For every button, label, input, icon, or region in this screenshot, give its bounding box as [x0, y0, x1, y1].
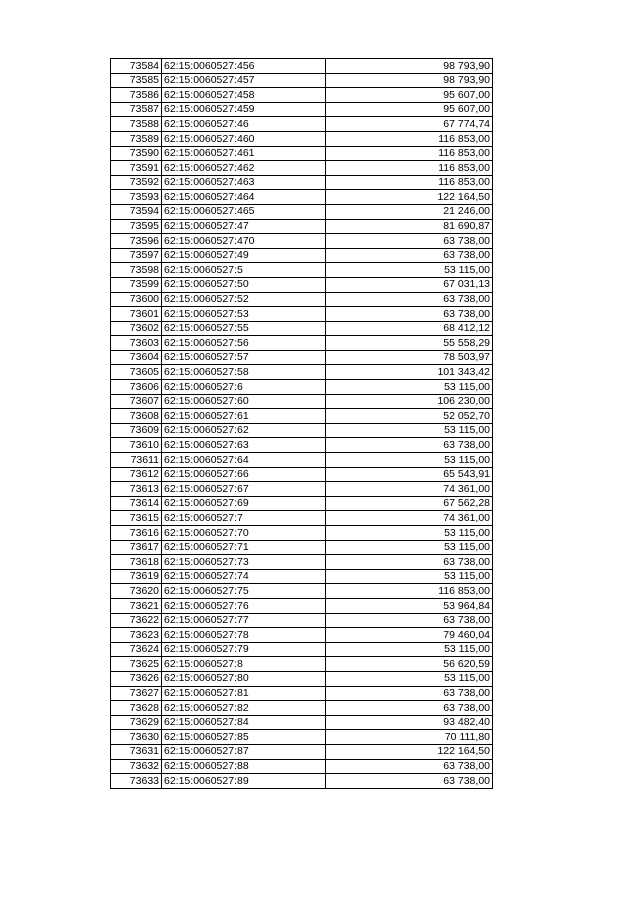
table-row — [111, 248, 493, 263]
table-row — [111, 569, 493, 584]
cadastral-number-cell: 62:15:0060527:75 — [162, 584, 326, 599]
row-number-cell: 73608 — [111, 409, 162, 424]
table-row — [111, 526, 493, 541]
cadastral-number-cell: 62:15:0060527:55 — [162, 321, 326, 336]
cadastral-value-cell: 74 361,00 — [326, 511, 493, 526]
cadastral-value-cell: 63 738,00 — [326, 686, 493, 701]
row-number-cell: 73586 — [111, 88, 162, 103]
cadastral-value-cell: 53 115,00 — [326, 453, 493, 468]
cadastral-value-cell: 55 558,29 — [326, 336, 493, 351]
row-number-cell: 73622 — [111, 613, 162, 628]
cadastral-value-cell: 95 607,00 — [326, 88, 493, 103]
cadastral-value-cell: 53 964,84 — [326, 598, 493, 613]
cadastral-value-cell: 63 738,00 — [326, 759, 493, 774]
cadastral-number-cell: 62:15:0060527:58 — [162, 365, 326, 380]
table-row — [111, 671, 493, 686]
table-row — [111, 613, 493, 628]
table-row — [111, 88, 493, 103]
table-row — [111, 453, 493, 468]
table-row — [111, 307, 493, 322]
cadastral-value-cell: 63 738,00 — [326, 307, 493, 322]
cadastral-number-cell: 62:15:0060527:459 — [162, 102, 326, 117]
cadastral-value-cell: 53 115,00 — [326, 540, 493, 555]
table-row — [111, 219, 493, 234]
row-number-cell: 73585 — [111, 73, 162, 88]
cadastral-value-cell: 63 738,00 — [326, 774, 493, 789]
cadastral-value-cell: 81 690,87 — [326, 219, 493, 234]
row-number-cell: 73593 — [111, 190, 162, 205]
cadastral-number-cell: 62:15:0060527:89 — [162, 774, 326, 789]
row-number-cell: 73630 — [111, 730, 162, 745]
table-row — [111, 380, 493, 395]
cadastral-value-cell: 53 115,00 — [326, 671, 493, 686]
cadastral-value-cell: 63 738,00 — [326, 701, 493, 716]
cadastral-number-cell: 62:15:0060527:47 — [162, 219, 326, 234]
table-row — [111, 511, 493, 526]
table-row — [111, 555, 493, 570]
row-number-cell: 73605 — [111, 365, 162, 380]
cadastral-value-cell: 56 620,59 — [326, 657, 493, 672]
cadastral-number-cell: 62:15:0060527:7 — [162, 511, 326, 526]
row-number-cell: 73590 — [111, 146, 162, 161]
row-number-cell: 73628 — [111, 701, 162, 716]
cadastral-number-cell: 62:15:0060527:60 — [162, 394, 326, 409]
cadastral-number-cell: 62:15:0060527:70 — [162, 526, 326, 541]
row-number-cell: 73626 — [111, 671, 162, 686]
row-number-cell: 73615 — [111, 511, 162, 526]
cadastral-value-cell: 122 164,50 — [326, 190, 493, 205]
table-row — [111, 598, 493, 613]
row-number-cell: 73598 — [111, 263, 162, 278]
cadastral-value-cell: 78 503,97 — [326, 350, 493, 365]
cadastral-number-cell: 62:15:0060527:62 — [162, 423, 326, 438]
row-number-cell: 73629 — [111, 715, 162, 730]
table-row — [111, 204, 493, 219]
table-row — [111, 423, 493, 438]
cadastral-value-cell: 21 246,00 — [326, 204, 493, 219]
cadastral-value-cell: 116 853,00 — [326, 584, 493, 599]
table-row — [111, 321, 493, 336]
cadastral-number-cell: 62:15:0060527:82 — [162, 701, 326, 716]
table-row — [111, 277, 493, 292]
table-row — [111, 102, 493, 117]
row-number-cell: 73601 — [111, 307, 162, 322]
table-row — [111, 350, 493, 365]
cadastral-value-cell: 53 115,00 — [326, 526, 493, 541]
cadastral-number-cell: 62:15:0060527:53 — [162, 307, 326, 322]
cadastral-value-cell: 53 115,00 — [326, 423, 493, 438]
row-number-cell: 73624 — [111, 642, 162, 657]
table-row — [111, 686, 493, 701]
cadastral-number-cell: 62:15:0060527:78 — [162, 628, 326, 643]
cadastral-value-cell: 63 738,00 — [326, 292, 493, 307]
cadastral-number-cell: 62:15:0060527:77 — [162, 613, 326, 628]
cadastral-number-cell: 62:15:0060527:458 — [162, 88, 326, 103]
cadastral-value-cell: 93 482,40 — [326, 715, 493, 730]
table-row — [111, 146, 493, 161]
row-number-cell: 73618 — [111, 555, 162, 570]
row-number-cell: 73597 — [111, 248, 162, 263]
row-number-cell: 73587 — [111, 102, 162, 117]
table-row — [111, 234, 493, 249]
row-number-cell: 73596 — [111, 234, 162, 249]
row-number-cell: 73604 — [111, 350, 162, 365]
cadastral-number-cell: 62:15:0060527:61 — [162, 409, 326, 424]
cadastral-value-cell: 63 738,00 — [326, 613, 493, 628]
cadastral-number-cell: 62:15:0060527:46 — [162, 117, 326, 132]
cadastral-number-cell: 62:15:0060527:457 — [162, 73, 326, 88]
cadastral-number-cell: 62:15:0060527:6 — [162, 380, 326, 395]
cadastral-number-cell: 62:15:0060527:463 — [162, 175, 326, 190]
table-row — [111, 628, 493, 643]
cadastral-value-table — [110, 58, 493, 789]
cadastral-number-cell: 62:15:0060527:57 — [162, 350, 326, 365]
cadastral-value-cell: 63 738,00 — [326, 438, 493, 453]
cadastral-number-cell: 62:15:0060527:71 — [162, 540, 326, 555]
table-row — [111, 59, 493, 74]
cadastral-number-cell: 62:15:0060527:85 — [162, 730, 326, 745]
cadastral-number-cell: 62:15:0060527:73 — [162, 555, 326, 570]
table-row — [111, 131, 493, 146]
row-number-cell: 73625 — [111, 657, 162, 672]
cadastral-value-cell: 116 853,00 — [326, 131, 493, 146]
cadastral-value-cell: 68 412,12 — [326, 321, 493, 336]
table-row — [111, 73, 493, 88]
row-number-cell: 73616 — [111, 526, 162, 541]
row-number-cell: 73600 — [111, 292, 162, 307]
cadastral-value-cell: 79 460,04 — [326, 628, 493, 643]
row-number-cell: 73620 — [111, 584, 162, 599]
row-number-cell: 73623 — [111, 628, 162, 643]
cadastral-value-cell: 63 738,00 — [326, 234, 493, 249]
table-row — [111, 715, 493, 730]
table-body — [111, 59, 493, 789]
row-number-cell: 73607 — [111, 394, 162, 409]
row-number-cell: 73613 — [111, 482, 162, 497]
table-row — [111, 438, 493, 453]
cadastral-number-cell: 62:15:0060527:5 — [162, 263, 326, 278]
row-number-cell: 73611 — [111, 453, 162, 468]
row-number-cell: 73603 — [111, 336, 162, 351]
table-row — [111, 336, 493, 351]
cadastral-number-cell: 62:15:0060527:76 — [162, 598, 326, 613]
row-number-cell: 73632 — [111, 759, 162, 774]
cadastral-value-cell: 106 230,00 — [326, 394, 493, 409]
cadastral-number-cell: 62:15:0060527:67 — [162, 482, 326, 497]
cadastral-number-cell: 62:15:0060527:80 — [162, 671, 326, 686]
table-row — [111, 584, 493, 599]
cadastral-number-cell: 62:15:0060527:49 — [162, 248, 326, 263]
cadastral-number-cell: 62:15:0060527:84 — [162, 715, 326, 730]
cadastral-value-cell: 53 115,00 — [326, 380, 493, 395]
table-row — [111, 540, 493, 555]
table-row — [111, 774, 493, 789]
cadastral-value-cell: 67 031,13 — [326, 277, 493, 292]
row-number-cell: 73610 — [111, 438, 162, 453]
table-row — [111, 409, 493, 424]
row-number-cell: 73595 — [111, 219, 162, 234]
table-row — [111, 117, 493, 132]
table-row — [111, 657, 493, 672]
row-number-cell: 73599 — [111, 277, 162, 292]
cadastral-number-cell: 62:15:0060527:63 — [162, 438, 326, 453]
row-number-cell: 73609 — [111, 423, 162, 438]
cadastral-number-cell: 62:15:0060527:52 — [162, 292, 326, 307]
table-row — [111, 263, 493, 278]
cadastral-number-cell: 62:15:0060527:462 — [162, 161, 326, 176]
cadastral-value-cell: 116 853,00 — [326, 175, 493, 190]
table-row — [111, 394, 493, 409]
row-number-cell: 73633 — [111, 774, 162, 789]
row-number-cell: 73631 — [111, 744, 162, 759]
cadastral-value-cell: 98 793,90 — [326, 73, 493, 88]
table-row — [111, 701, 493, 716]
row-number-cell: 73612 — [111, 467, 162, 482]
row-number-cell: 73594 — [111, 204, 162, 219]
cadastral-value-cell: 63 738,00 — [326, 555, 493, 570]
table-row — [111, 759, 493, 774]
cadastral-value-cell: 65 543,91 — [326, 467, 493, 482]
cadastral-number-cell: 62:15:0060527:88 — [162, 759, 326, 774]
row-number-cell: 73617 — [111, 540, 162, 555]
cadastral-value-cell: 53 115,00 — [326, 263, 493, 278]
cadastral-number-cell: 62:15:0060527:470 — [162, 234, 326, 249]
row-number-cell: 73614 — [111, 496, 162, 511]
cadastral-number-cell: 62:15:0060527:464 — [162, 190, 326, 205]
cadastral-number-cell: 62:15:0060527:74 — [162, 569, 326, 584]
cadastral-number-cell: 62:15:0060527:87 — [162, 744, 326, 759]
cadastral-value-cell: 116 853,00 — [326, 146, 493, 161]
row-number-cell: 73627 — [111, 686, 162, 701]
cadastral-number-cell: 62:15:0060527:66 — [162, 467, 326, 482]
cadastral-value-cell: 122 164,50 — [326, 744, 493, 759]
row-number-cell: 73602 — [111, 321, 162, 336]
table-row — [111, 744, 493, 759]
table-row — [111, 190, 493, 205]
cadastral-value-cell: 98 793,90 — [326, 59, 493, 74]
cadastral-number-cell: 62:15:0060527:465 — [162, 204, 326, 219]
cadastral-value-cell: 53 115,00 — [326, 642, 493, 657]
row-number-cell: 73621 — [111, 598, 162, 613]
cadastral-value-cell: 67 562,28 — [326, 496, 493, 511]
table-row — [111, 175, 493, 190]
cadastral-value-cell: 95 607,00 — [326, 102, 493, 117]
row-number-cell: 73589 — [111, 131, 162, 146]
table-row — [111, 467, 493, 482]
table-row — [111, 161, 493, 176]
cadastral-value-cell: 74 361,00 — [326, 482, 493, 497]
cadastral-value-cell: 101 343,42 — [326, 365, 493, 380]
cadastral-value-cell: 116 853,00 — [326, 161, 493, 176]
row-number-cell: 73592 — [111, 175, 162, 190]
table-row — [111, 730, 493, 745]
cadastral-number-cell: 62:15:0060527:461 — [162, 146, 326, 161]
row-number-cell: 73584 — [111, 59, 162, 74]
cadastral-number-cell: 62:15:0060527:460 — [162, 131, 326, 146]
table-row — [111, 482, 493, 497]
row-number-cell: 73591 — [111, 161, 162, 176]
cadastral-number-cell: 62:15:0060527:50 — [162, 277, 326, 292]
cadastral-value-cell: 53 115,00 — [326, 569, 493, 584]
row-number-cell: 73588 — [111, 117, 162, 132]
table-row — [111, 365, 493, 380]
cadastral-value-cell: 52 052,70 — [326, 409, 493, 424]
cadastral-value-cell: 70 111,80 — [326, 730, 493, 745]
row-number-cell: 73606 — [111, 380, 162, 395]
cadastral-number-cell: 62:15:0060527:56 — [162, 336, 326, 351]
cadastral-number-cell: 62:15:0060527:69 — [162, 496, 326, 511]
cadastral-number-cell: 62:15:0060527:81 — [162, 686, 326, 701]
cadastral-number-cell: 62:15:0060527:79 — [162, 642, 326, 657]
cadastral-number-cell: 62:15:0060527:64 — [162, 453, 326, 468]
cadastral-number-cell: 62:15:0060527:456 — [162, 59, 326, 74]
row-number-cell: 73619 — [111, 569, 162, 584]
cadastral-value-cell: 67 774,74 — [326, 117, 493, 132]
table-row — [111, 292, 493, 307]
table-row — [111, 496, 493, 511]
table-row — [111, 642, 493, 657]
cadastral-value-cell: 63 738,00 — [326, 248, 493, 263]
cadastral-number-cell: 62:15:0060527:8 — [162, 657, 326, 672]
